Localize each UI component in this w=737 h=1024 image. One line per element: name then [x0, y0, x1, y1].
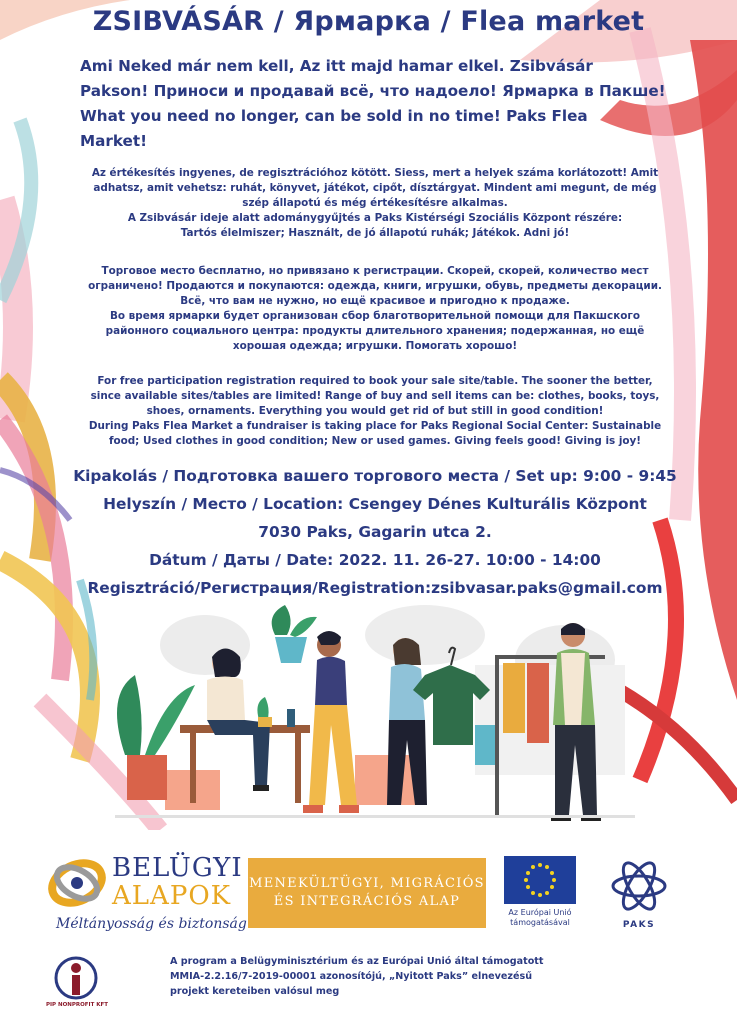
eu-support-text	[500, 908, 580, 928]
russian-description	[70, 264, 680, 354]
program-line: MMIA-2.2.16/7-2019-00001 azonosítójú, „Nyitott Paks” elnevezésű	[170, 971, 533, 982]
hungarian-line: Tartós élelmiszer; Használt, de jó állapotú ruhák; Játékok. Adni jó!	[180, 227, 570, 239]
sponsor-footer	[0, 832, 737, 1024]
english-line: For free participation registration required to book your sale site/table. The sooner the better,	[97, 375, 653, 387]
eu-logo	[500, 856, 580, 936]
program-line: A program a Belügyminisztérium és az Európai Unió által támogatott	[170, 956, 544, 967]
intro-line: Pakson! Приноси и продавай всё, что надоело! Ярмарка в Пакше!	[80, 82, 666, 100]
english-line: since available sites/tables are limited! Range of buy and sell items can be: clothes, books, toys,	[90, 390, 660, 402]
alapok-name: ALAPOK	[112, 881, 232, 911]
event-date: Dátum / Даты / Date: 2022. 11. 26-27. 10:00 - 14:00	[149, 551, 601, 569]
program-note	[170, 954, 610, 999]
hungarian-line: Az értékesítés ingyenes, de regisztrációhoz kötött. Siess, mert a helyek száma korlátozott! Amit	[91, 167, 659, 179]
paks-atom-icon	[609, 856, 669, 916]
hungarian-description	[70, 166, 680, 241]
russian-line: районного социального центра: продукты длительного хранения; подержанная, но ещё	[105, 325, 645, 337]
english-line: food; Used clothes in good condition; New or used games. Giving feels good! Giving is joy!	[108, 435, 642, 447]
belugyi-alapok-logo	[46, 852, 246, 932]
hungarian-line: szép állapotú és még értékesítésre alkalmas.	[242, 197, 508, 209]
russian-line: ограничено! Продаются и покупаются: одежда, книги, игрушки, обувь, предметы декорации.	[88, 280, 662, 292]
belugyi-name: BELÜGYI	[112, 853, 243, 883]
paks-logo	[604, 856, 674, 936]
russian-line: Торговое место бесплатно, но привязано к регистрации. Скорей, скорей, количество мест	[101, 265, 649, 277]
program-line: projekt kereteiben valósul meg	[170, 986, 340, 997]
page-title: ZSIBVÁSÁR / Ярмарка / Flea market	[92, 6, 645, 37]
paks-label: PAKS	[622, 920, 656, 930]
russian-line: хорошая одежда; игрушки. Помогать хорошо!	[232, 340, 518, 352]
registration-email[interactable]: Regisztráció/Регистрация/Registration:zsibvasar.paks@gmail.com	[87, 579, 663, 597]
intro-line: Market!	[80, 132, 148, 150]
english-description	[70, 374, 680, 449]
intro-line: What you need no longer, can be sold in no time! Paks Flea	[80, 107, 588, 125]
russian-line: Всё, что вам не нужно, но ещё красивое и пригодно к продаже.	[180, 295, 570, 307]
mmia-line: ÉS INTEGRÁCIÓS ALAP	[273, 894, 461, 909]
english-line: shoes, ornaments. Everything you would get rid of but still in good condition!	[146, 405, 604, 417]
english-line: During Paks Flea Market a fundraiser is taking place for Paks Regional Social Center: Sustainable	[88, 420, 662, 432]
hungarian-line: adhatsz, amit vehetsz: ruhát, könyvet, játékot, cipőt, dísztárgyat. Mindent ami megunt, de még	[93, 182, 657, 194]
eu-line: támogatásával	[510, 918, 570, 927]
pip-label: PIP NONPROFIT KFT	[45, 1002, 109, 1008]
intro-line: Ami Neked már nem kell, Az itt majd hamar elkel. Zsibvásár	[80, 57, 593, 75]
belugyi-motto: Méltányosság és biztonság	[56, 916, 247, 932]
address: 7030 Paks, Gagarin utca 2.	[258, 523, 492, 541]
event-info	[70, 462, 680, 602]
hungarian-line: A Zsibvásár ideje alatt adománygyűjtés a Paks Kistérségi Szociális Központ részére:	[127, 212, 623, 224]
eu-flag-icon	[504, 856, 576, 904]
flea-market-illustration	[95, 605, 655, 830]
location: Helyszín / Место / Location: Csengey Dénes Kulturális Központ	[103, 495, 647, 513]
belugyi-swirl-icon	[46, 852, 108, 914]
russian-line: Во время ярмарки будет организован сбор благотворительной помощи для Пакшского	[110, 310, 640, 322]
eu-line: Az Európai Unió	[508, 908, 572, 917]
pip-person-icon	[54, 956, 98, 1000]
setup-time: Kipakolás / Подготовка вашего торгового места / Set up: 9:00 - 9:45	[73, 467, 677, 485]
pip-logo	[45, 956, 109, 1016]
intro-text	[80, 54, 680, 154]
mmia-banner	[248, 858, 486, 928]
mmia-line: MENEKÜLTÜGYI, MIGRÁCIÓS	[249, 876, 485, 891]
